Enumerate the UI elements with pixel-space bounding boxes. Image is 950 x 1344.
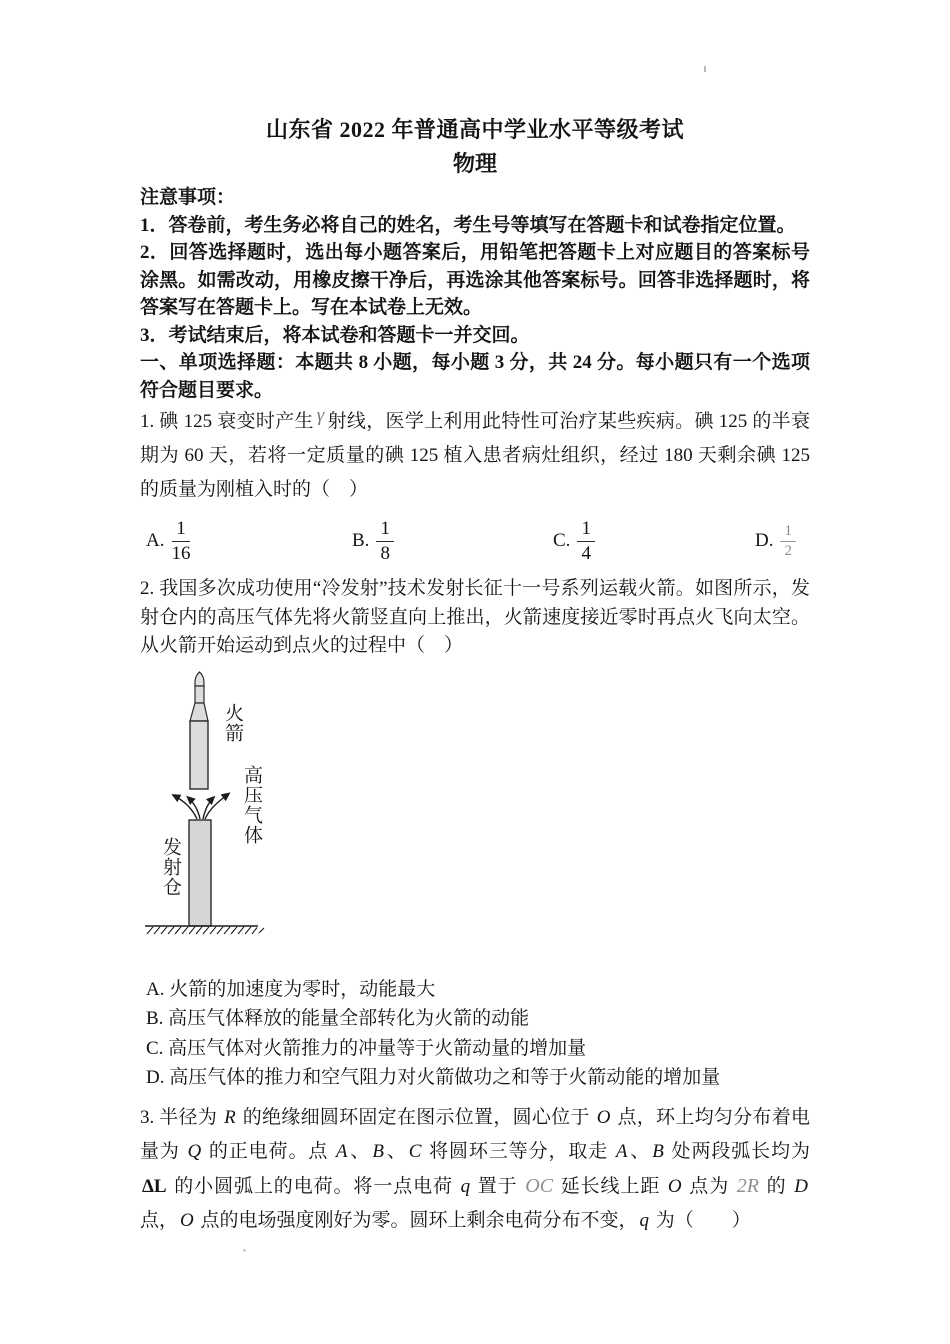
fraction-numerator: 1 <box>376 518 394 541</box>
rocket-nose-shape <box>195 672 204 686</box>
exam-title: 山东省 2022 年普通高中学业水平等级考试 <box>265 117 684 142</box>
stray-mark <box>243 1249 246 1252</box>
fraction-denominator: 2 <box>784 542 792 559</box>
option-c <box>553 518 755 564</box>
option-c-label: C. <box>553 530 571 551</box>
rocket-launch-figure <box>145 671 277 939</box>
option-a: A. 火箭的加速度为零时，动能最大 <box>146 978 436 1000</box>
stray-mark <box>704 66 706 72</box>
option-d: D. 高压气体的推力和空气阻力对火箭做功之和等于火箭动能的增加量 <box>146 1067 721 1088</box>
exam-subject: 物理 <box>452 151 497 176</box>
fraction-denominator: 4 <box>581 542 591 564</box>
question-2-options <box>140 975 810 1093</box>
question-1-options <box>140 507 810 575</box>
figure-label-silo: 发射仓 <box>160 836 181 897</box>
notices-heading: 注意事项： <box>140 187 236 208</box>
option-b <box>352 518 553 564</box>
gas-arrows <box>173 793 229 819</box>
rocket-body-shape <box>190 721 208 789</box>
fraction-denominator: 16 <box>171 542 191 564</box>
fraction-1-2 <box>780 523 796 560</box>
exam-content <box>0 114 950 1238</box>
figure-label-gas: 高压气体 <box>241 764 262 845</box>
rocket-taper-shape <box>190 703 208 721</box>
fraction-denominator: 8 <box>380 542 390 564</box>
question-1-text: 1. 碘 125 衰变时产生 γ 射线，医学上利用此特性可治疗某些疾病。碘 125 的半衰期为 60 天，若将一定质量的碘 125 植入患者病灶组织，经过 180 天剩余碘 125 的质量为刚植入时的（ ） <box>140 405 810 500</box>
fraction-1-8 <box>376 518 394 564</box>
section-1-heading: 一、单项选择题：本题共 8 小题，每小题 3 分，共 24 分。每小题只有一个选项符合题目要求。 <box>140 352 810 401</box>
figure-label-rocket: 火箭 <box>222 702 243 743</box>
fraction-1-16 <box>171 518 190 564</box>
question-2-text: 2. 我国多次成功使用“冷发射”技术发射长征十一号系列运载火箭。如图所示，发射仓内的高压气体先将火箭竖直向上推出，火箭速度接近零时再点火飞向太空。从火箭开始运动到点火的过程中（ ） <box>140 578 810 656</box>
fraction-numerator: 1 <box>172 518 190 541</box>
fraction-numerator: 1 <box>577 518 595 541</box>
option-d-label: D. <box>755 530 774 551</box>
notice-item-1: 1．答卷前，考生务必将自己的姓名，考生号等填写在答题卡和试卷指定位置。 <box>140 214 796 236</box>
fraction-1-4 <box>577 518 595 564</box>
option-b-label: B. <box>352 530 370 551</box>
option-d <box>755 523 796 560</box>
option-c: C. 高压气体对火箭推力的冲量等于火箭动量的增加量 <box>146 1037 587 1059</box>
option-b: B. 高压气体释放的能量全部转化为火箭的动能 <box>146 1008 530 1029</box>
notice-item-2: 2．回答选择题时，选出每小题答案后，用铅笔把答题卡上对应题目的答案标号涂黑。如需改动，用橡皮擦干净后，再选涂其他答案标号。回答非选择题时，将答案写在答题卡上。写在本试卷上无效。 <box>140 242 810 318</box>
option-a <box>146 518 352 564</box>
notices-block <box>140 184 810 349</box>
fraction-numerator: 1 <box>780 523 796 542</box>
question-3-text: 3. 半径为 R 的绝缘细圆环固定在图示位置，圆心位于 O 点，环上均匀分布着电量为 Q 的正电荷。点 A 、 B 、 C 将圆环三等分，取走 A 、 B 处两段弧长均为 ΔL 的小圆弧上的电荷。将一点电荷 q 置于 OC 延长线上距 O 点为 2R 的 D 点， O 点的电场强度刚好为零。圆环上剩余电荷分布不变， q 为（ ） <box>140 1106 810 1231</box>
rocket-upper-shape <box>195 686 204 703</box>
notice-item-3: 3．考试结束后，将本试卷和答题卡一并交回。 <box>140 324 530 346</box>
launch-tube-shape <box>189 820 211 926</box>
ground-hatching <box>147 926 264 933</box>
option-a-label: A. <box>146 530 165 551</box>
